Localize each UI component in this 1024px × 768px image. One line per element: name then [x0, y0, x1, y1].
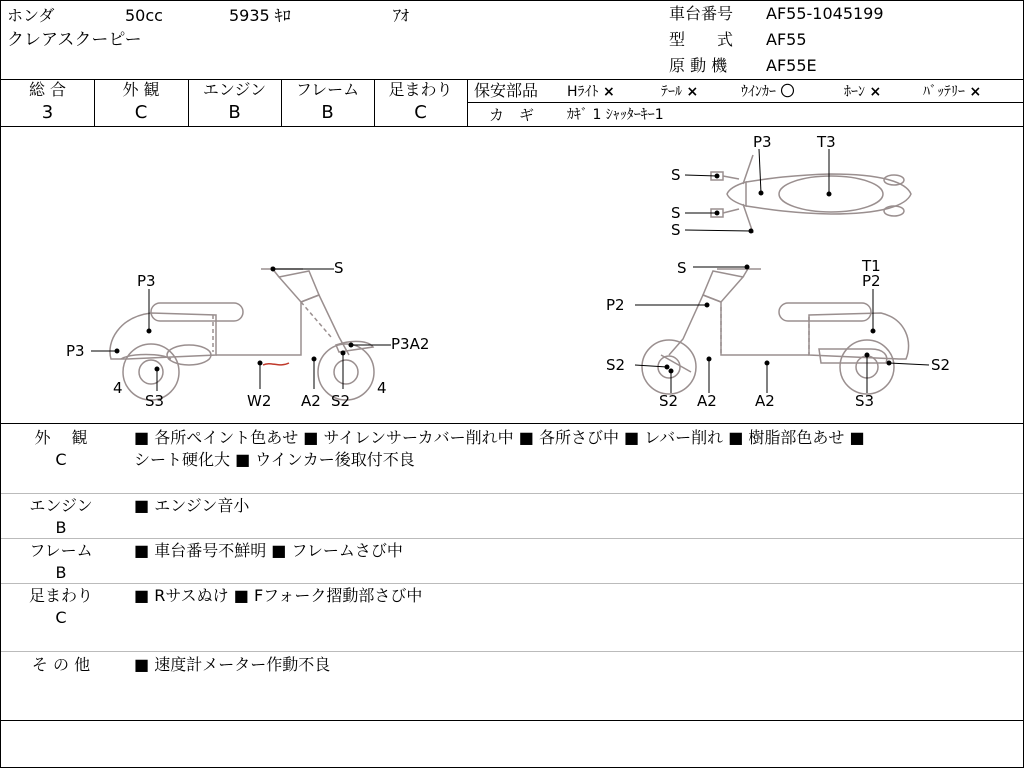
label-left-p3b: P3: [66, 342, 85, 360]
section-text-cont: シート硬化大 ■ ウインカー後取付不良: [134, 450, 415, 469]
scooter-diagrams: [1, 127, 1023, 423]
section-name: そ の 他: [31, 655, 91, 674]
label-right-t1: T1: [862, 257, 881, 275]
label-left-s3: S3: [145, 392, 165, 410]
label-top-s2: S: [671, 204, 681, 222]
section-text: ■ 車台番号不鮮明 ■ フレームさび中: [134, 541, 403, 560]
label-left-p3a2: P3A2: [391, 335, 430, 353]
label-left-s2: S2: [331, 392, 351, 410]
label-right-a2b: A2: [755, 392, 775, 410]
type-value: AF55: [766, 30, 807, 49]
label-top-t3: T3: [817, 133, 836, 151]
label-top-p3: P3: [753, 133, 772, 151]
frame-no-label: 車台番号: [669, 4, 734, 23]
safety-item-winker: ｳｲﾝｶｰ 〇: [741, 84, 795, 100]
safety-item-tail: ﾃｰﾙ ×: [661, 84, 699, 100]
header: [1, 1, 1023, 79]
divider: [467, 102, 1023, 103]
section-grade: C: [55, 450, 67, 469]
section-text: ■ 速度計メーター作動不良: [134, 655, 331, 674]
section-name: フレーム: [29, 541, 93, 560]
label-left-w2: W2: [247, 392, 272, 410]
grade-value-overall: 3: [41, 102, 54, 123]
grade-label-frame: フレーム: [295, 80, 360, 99]
safety-item-headlight: Hﾗｲﾄ ×: [567, 84, 615, 100]
grade-label-exterior: 外 観: [122, 80, 160, 99]
maker: ホンダ: [7, 6, 55, 25]
section-name: 足まわり: [28, 586, 93, 605]
label-left-4a: 4: [113, 379, 123, 397]
divider: [467, 79, 468, 126]
section-name: 外 観: [34, 428, 88, 447]
frame-no: AF55-1045199: [766, 4, 884, 23]
section-text: ■ Rサスぬけ ■ Fフォーク摺動部さび中: [134, 586, 423, 605]
label-right-s3: S3: [855, 392, 875, 410]
section-grade: B: [55, 518, 67, 537]
divider: [1, 720, 1023, 721]
label-right-p2: P2: [862, 272, 881, 290]
divider: [1, 583, 1023, 584]
grade-label-suspension: 足まわり: [388, 80, 453, 99]
grade-value-exterior: C: [134, 102, 148, 123]
grade-value-frame: B: [321, 102, 334, 123]
divider: [1, 538, 1023, 539]
label-right-s2c: S2: [931, 356, 951, 374]
safety-item-horn: ﾎｰﾝ ×: [844, 84, 882, 100]
divider: [1, 423, 1023, 424]
label-right-a2a: A2: [697, 392, 717, 410]
label-right-s2b: S2: [659, 392, 679, 410]
label-top-s3: S: [671, 221, 681, 239]
label-right-s: S: [677, 259, 687, 277]
displacement: 50cc: [125, 6, 163, 25]
scratch-mark: [263, 363, 289, 365]
safety-item-battery: ﾊﾞｯﾃﾘｰ ×: [923, 84, 982, 100]
grade-label-engine: エンジン: [202, 80, 267, 99]
label-left-p3: P3: [137, 272, 156, 290]
label-left-4b: 4: [377, 379, 387, 397]
section-grade: B: [55, 563, 67, 582]
section-name: エンジン: [29, 496, 93, 515]
label-right-p2b: P2: [606, 296, 625, 314]
label-top-s1: S: [671, 166, 681, 184]
color: ｱｵ: [393, 6, 410, 25]
label-right-s2a: S2: [606, 356, 626, 374]
safety-title: 保安部品: [474, 81, 539, 100]
section-text: ■ 各所ペイント色あせ ■ サイレンサーカバー削れ中 ■ 各所さび中 ■ レバー削れ ■ 樹脂部色あせ ■: [134, 428, 865, 447]
mileage: 5935 ｷﾛ: [229, 6, 291, 25]
type-label: 型 式: [669, 30, 734, 49]
grade-label-overall: 総 合: [28, 80, 67, 99]
grade-value-engine: B: [228, 102, 241, 123]
divider: [1, 651, 1023, 652]
grade-value-suspension: C: [414, 102, 427, 123]
model-name: クレアスクーピー: [7, 30, 142, 50]
label-left-a2: A2: [301, 392, 321, 410]
engine-value: AF55E: [766, 56, 817, 75]
section-text: ■ エンジン音小: [134, 496, 250, 515]
engine-label: 原 動 機: [669, 56, 728, 75]
section-grade: C: [55, 608, 67, 627]
scooter-top-view: [711, 155, 911, 233]
key-value: ｶｷﾞ 1 ｼｬｯﾀｰｷｰ1: [567, 107, 664, 123]
label-left-s: S: [334, 259, 344, 277]
divider: [1, 493, 1023, 494]
damage-diagram: [1, 127, 1023, 423]
key-label: カ ギ: [489, 106, 535, 124]
